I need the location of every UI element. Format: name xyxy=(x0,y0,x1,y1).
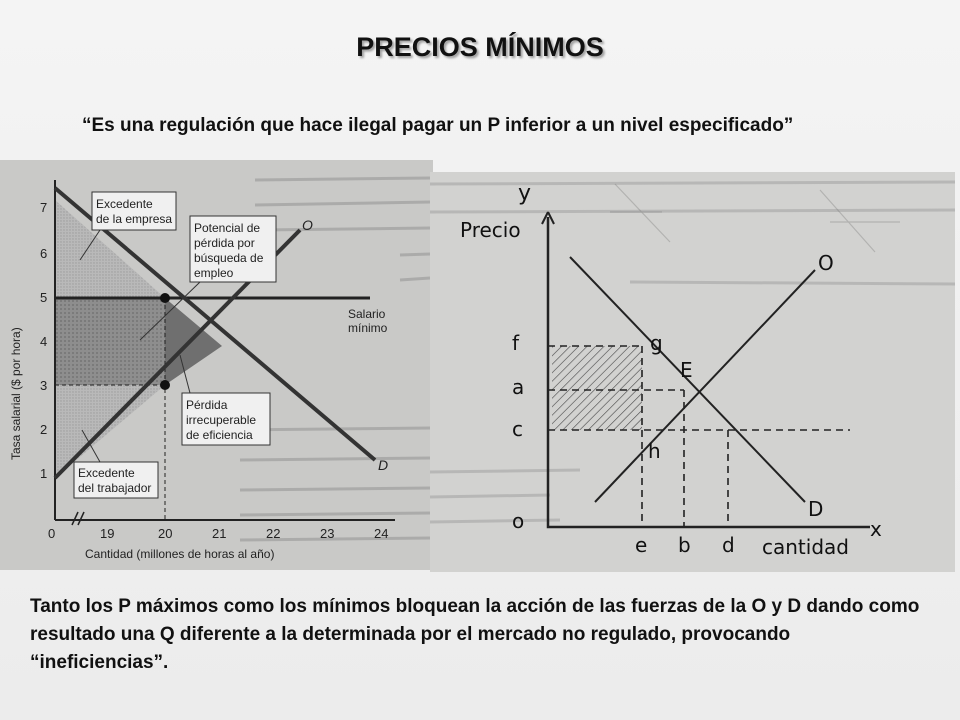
price-floor-diagram xyxy=(430,172,955,572)
y-axis-letter: y xyxy=(518,181,532,206)
y-tick: 6 xyxy=(40,246,48,261)
conclusion-text: Tanto los P máximos como los mínimos bloquean la acción de las fuerzas de la O y D dando como resultado una Q diferente a la determinada por el mercado no regulado, provocando “ineficiencias”. xyxy=(30,596,920,673)
job-search-loss-label: pérdida por xyxy=(194,236,255,250)
point-g: g xyxy=(650,331,663,355)
x-axis-letter: x xyxy=(870,517,882,541)
min-wage-label: Salario xyxy=(348,307,386,321)
definition-quote: “Es una regulación que hace ilegal pagar un P inferior a un nivel especificado” xyxy=(82,115,794,136)
deadweight-loss-area xyxy=(165,298,222,385)
deadweight-loss-label: Pérdida xyxy=(186,398,228,412)
job-search-loss-label: Potencial de xyxy=(194,221,261,235)
transfer-area xyxy=(55,298,165,385)
worker-surplus-label: del trabajador xyxy=(78,481,152,495)
demand-curve-label: D xyxy=(808,497,824,521)
handdrawn-price-floor-figure xyxy=(430,172,955,572)
worker-surplus-label: Excedente xyxy=(78,466,135,480)
y-label-c: c xyxy=(512,417,523,441)
origin-label: o xyxy=(512,509,525,533)
x-tick: 24 xyxy=(374,526,389,541)
x-tick: 20 xyxy=(158,526,173,541)
job-search-loss-label: búsqueda de xyxy=(194,251,264,265)
point-E: E xyxy=(680,358,693,382)
job-search-loss-label: empleo xyxy=(194,266,234,280)
employer-surplus-label: Excedente xyxy=(96,197,153,211)
y-tick: 3 xyxy=(40,378,48,393)
x-axis-label: Cantidad (millones de horas al año) xyxy=(85,547,275,561)
y-tick: 1 xyxy=(40,466,48,481)
deadweight-loss-label: irrecuperable xyxy=(186,413,257,427)
point-h: h xyxy=(648,439,661,463)
slide-title: PRECIOS MÍNIMOS xyxy=(356,32,604,62)
x-label-d: d xyxy=(722,533,735,557)
employer-surplus-label: de la empresa xyxy=(96,212,173,226)
y-label-f: f xyxy=(512,331,520,355)
x-tick: 22 xyxy=(266,526,281,541)
quantity-label: cantidad xyxy=(762,535,849,559)
textbook-wage-figure xyxy=(0,160,433,570)
supply-curve-label: O xyxy=(818,251,834,275)
x-tick: 19 xyxy=(100,526,115,541)
y-label-a: a xyxy=(512,375,525,399)
y-axis-label: Tasa salarial ($ por hora) xyxy=(9,327,23,460)
x-label-b: b xyxy=(678,533,691,557)
deadweight-loss-label: de eficiencia xyxy=(186,428,253,442)
wage-floor-chart xyxy=(0,160,433,570)
supply-label: O xyxy=(302,217,313,233)
x-tick: 0 xyxy=(48,526,56,541)
x-label-e: e xyxy=(635,533,648,557)
hatched-area xyxy=(552,346,642,430)
y-tick: 2 xyxy=(40,422,48,437)
min-wage-label: mínimo xyxy=(348,321,388,335)
y-tick: 5 xyxy=(40,290,48,305)
demand-label: D xyxy=(378,457,389,473)
y-tick: 7 xyxy=(40,200,48,215)
x-tick: 21 xyxy=(212,526,227,541)
price-label: Precio xyxy=(460,218,521,242)
x-tick: 23 xyxy=(320,526,335,541)
y-tick: 4 xyxy=(40,334,48,349)
